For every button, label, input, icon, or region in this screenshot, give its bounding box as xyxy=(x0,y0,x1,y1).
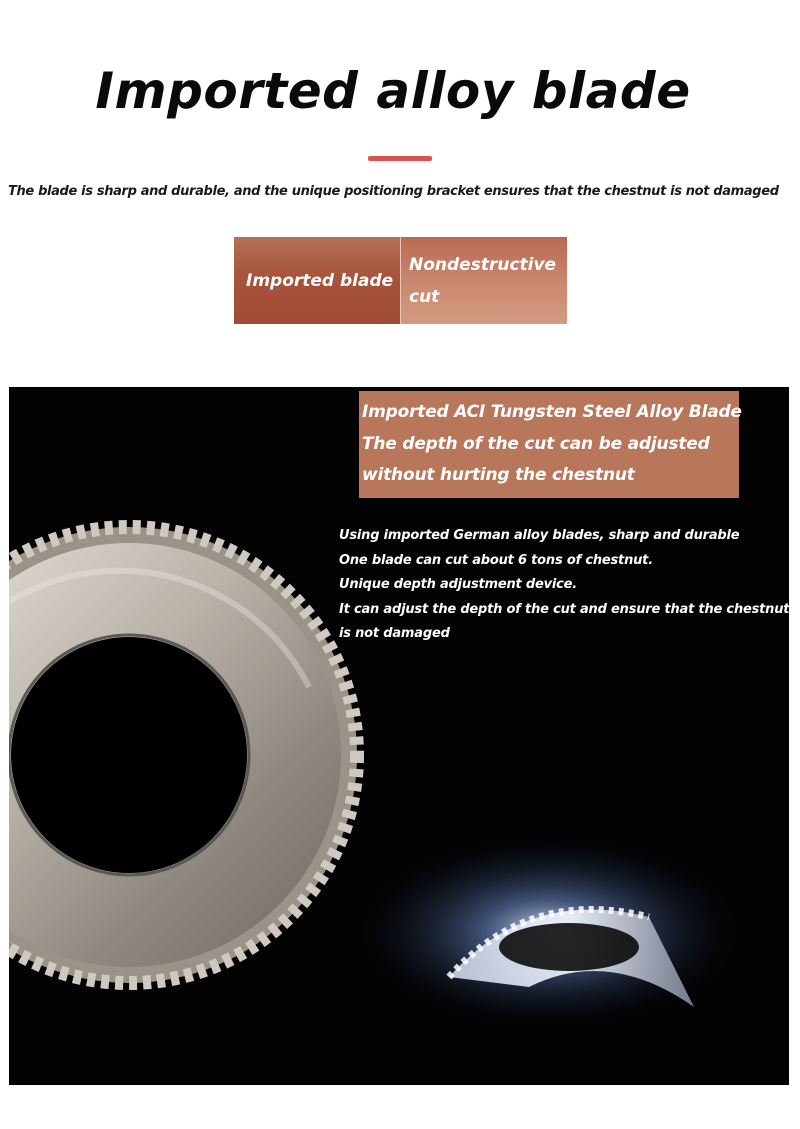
page-subtitle: The blade is sharp and durable, and the unique positioning bracket ensures that the chestnut is not damaged xyxy=(8,184,779,199)
tag-imported-blade xyxy=(234,237,400,324)
feature-item: It can adjust the depth of the cut and ensure that the chestnut xyxy=(339,601,789,617)
title-underline xyxy=(368,156,432,161)
small-blade xyxy=(359,837,739,1027)
tag-nondestructive-cut-label xyxy=(409,249,556,313)
large-blade xyxy=(9,527,357,983)
callout-line2: The depth of the cut can be adjusted xyxy=(362,433,710,454)
feature-item: Using imported German alloy blades, sharp and durable xyxy=(339,528,740,543)
feature-item: is not damaged xyxy=(339,626,450,641)
feature-item: Unique depth adjustment device. xyxy=(339,577,578,592)
callout-line1: Imported ACI Tungsten Steel Alloy Blade xyxy=(362,402,742,422)
tag-right-line2: cut xyxy=(409,286,440,307)
feature-tags xyxy=(234,237,567,324)
blade-callout xyxy=(359,391,742,498)
page-title: Imported alloy blade xyxy=(95,62,691,120)
product-photo xyxy=(9,387,789,1085)
tag-right-line1: Nondestructive xyxy=(409,254,557,275)
feature-list xyxy=(339,524,789,647)
tag-imported-blade-label: Imported blade xyxy=(246,270,394,291)
callout-line3: without hurting the chestnut xyxy=(362,465,635,485)
feature-item: One blade can cut about 6 tons of chestnut. xyxy=(339,552,653,568)
tag-nondestructive-cut xyxy=(400,237,567,324)
